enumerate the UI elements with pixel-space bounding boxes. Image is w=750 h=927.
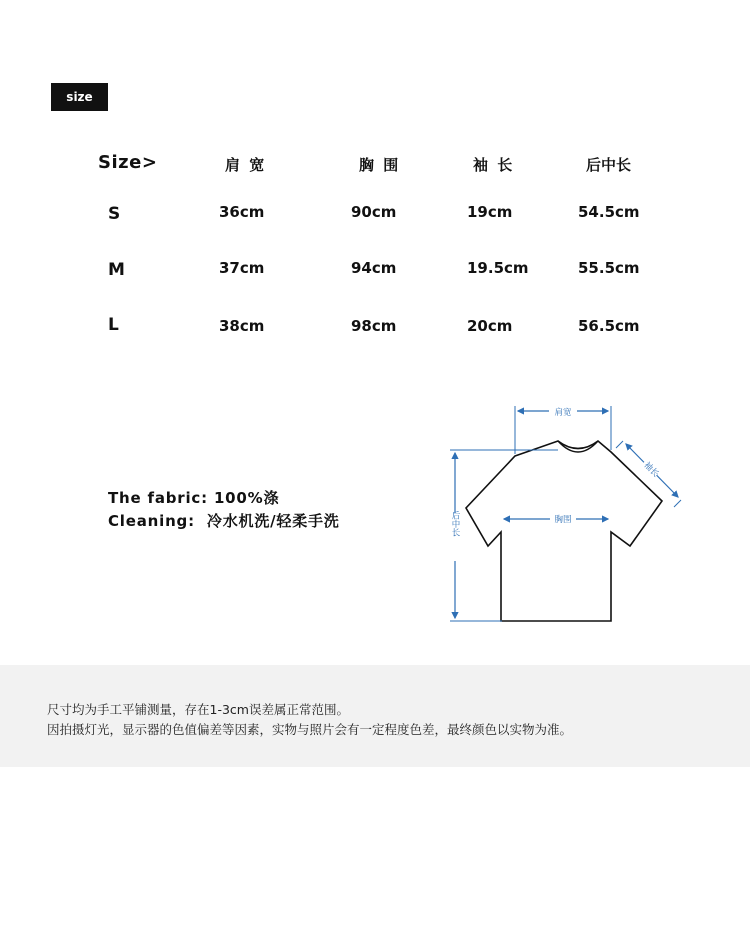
table-cell-sleeve: 19.5cm <box>467 259 529 277</box>
chest-label: 胸围 <box>554 515 572 525</box>
table-cell-chest: 98cm <box>351 317 397 335</box>
note-line-2: 因拍摄灯光，显示器的色值偏差等因素，实物与照片会有一定程度色差，最终颜色以实物为准。 <box>47 722 573 737</box>
table-cell-size: M <box>108 260 125 280</box>
table-cell-size: L <box>108 315 119 335</box>
table-cell-sleeve: 19cm <box>467 203 513 221</box>
tshirt-measurement-diagram <box>440 398 690 633</box>
size-tag: size <box>51 83 108 111</box>
table-cell-length: 54.5cm <box>578 203 640 221</box>
table-cell-length: 56.5cm <box>578 317 640 335</box>
tshirt-collar <box>558 441 598 452</box>
fabric-line: The fabric: 100%涤 <box>108 489 280 507</box>
table-cell-shoulder: 37cm <box>219 259 265 277</box>
table-header-sleeve: 袖 长 <box>473 156 515 174</box>
table-header-size: Size> <box>98 152 158 173</box>
fabric-info <box>108 487 340 533</box>
tshirt-outline <box>466 441 662 621</box>
table-cell-length: 55.5cm <box>578 259 640 277</box>
shoulder-label: 肩宽 <box>554 408 572 418</box>
cleaning-line: Cleaning: 冷水机洗/轻柔手洗 <box>108 512 340 530</box>
table-cell-size: S <box>108 204 121 224</box>
table-header-length: 后中长 <box>586 156 632 174</box>
length-label: 后中长 <box>450 511 460 537</box>
table-cell-shoulder: 38cm <box>219 317 265 335</box>
table-header-shoulder: 肩 宽 <box>225 156 267 174</box>
table-cell-chest: 90cm <box>351 203 397 221</box>
note-line-1: 尺寸均为手工平铺测量，存在1-3cm误差属正常范围。 <box>47 702 349 717</box>
table-cell-shoulder: 36cm <box>219 203 265 221</box>
measurement-notes <box>0 665 750 767</box>
table-cell-sleeve: 20cm <box>467 317 513 335</box>
table-cell-chest: 94cm <box>351 259 397 277</box>
sleeve-label: 袖长 <box>641 460 661 480</box>
table-header-chest: 胸 围 <box>359 156 401 174</box>
